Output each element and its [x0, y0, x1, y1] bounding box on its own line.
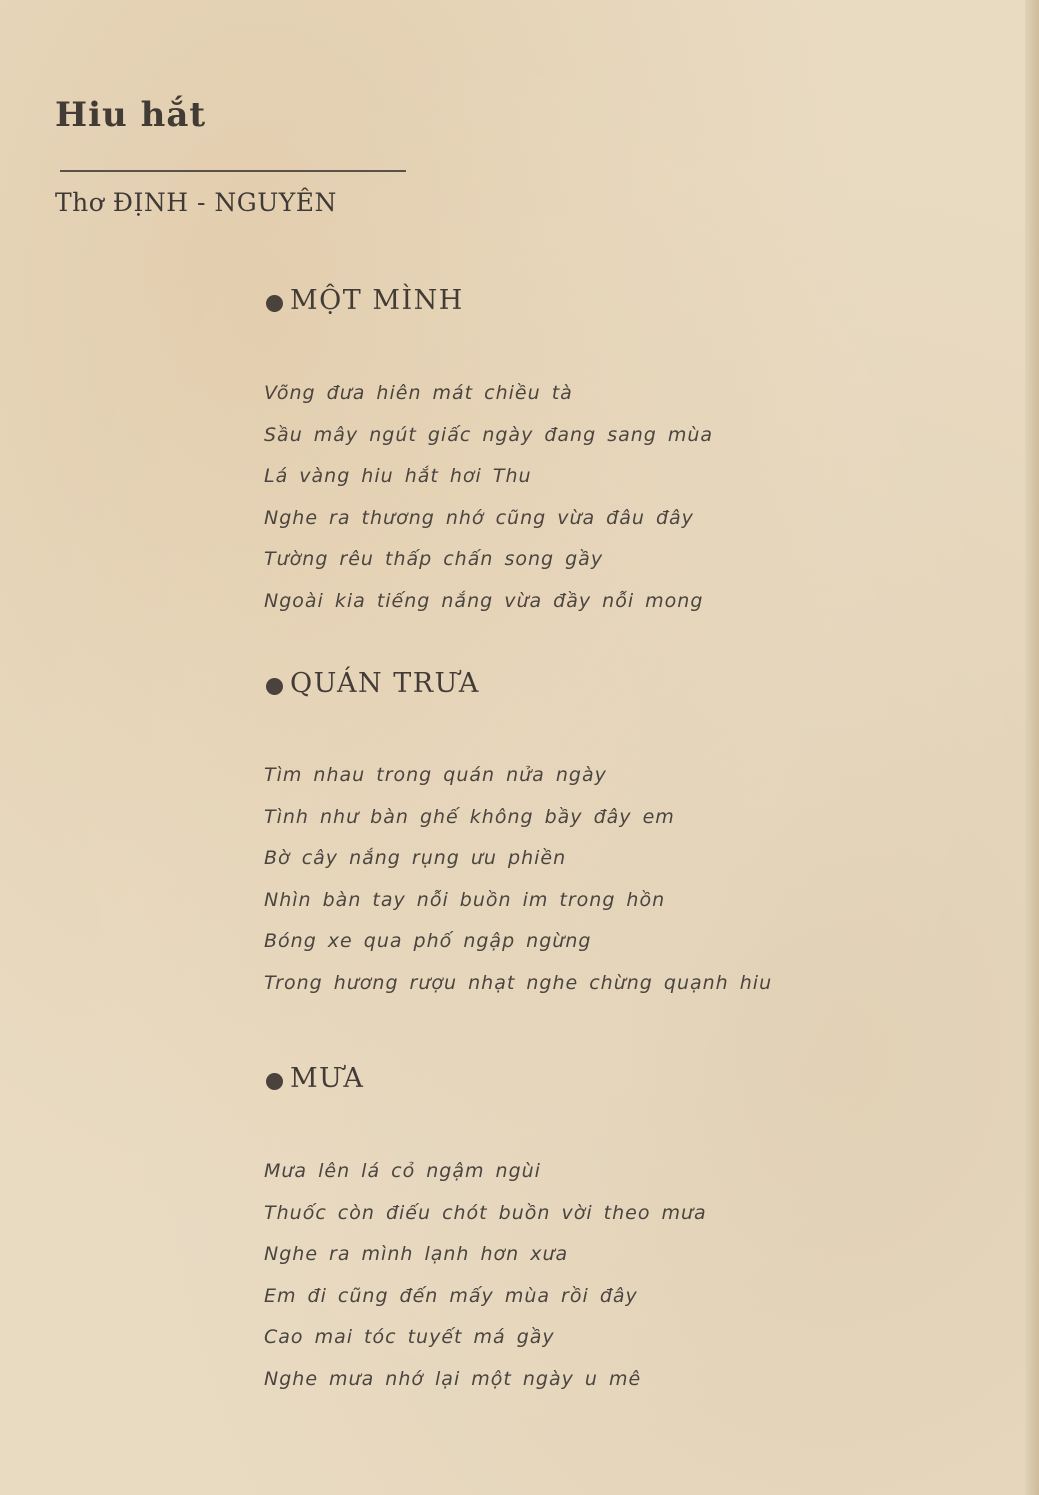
- section-heading: [266, 1063, 707, 1094]
- page-edge: [1025, 0, 1039, 1495]
- author-line: Thơ ĐỊNH - NGUYÊN: [55, 188, 337, 217]
- poem-line: Nghe mưa nhớ lại một ngày u mê: [264, 1367, 642, 1390]
- section-heading: [266, 668, 772, 699]
- poem-line: Sầu mây ngút giấc ngày đang sang mùa: [264, 423, 714, 446]
- section-mua: [258, 1063, 707, 1400]
- poem-line: Cao mai tóc tuyết má gầy: [264, 1326, 555, 1348]
- section-heading-text: MƯA: [290, 1063, 365, 1094]
- bullet-icon: [266, 295, 283, 312]
- poem-line: Bóng xe qua phố ngập ngừng: [264, 930, 592, 952]
- poem-line: Em đi cũng đến mấy mùa rồi đây: [264, 1284, 638, 1307]
- section-heading: [266, 285, 713, 316]
- poem-line: Mưa lên lá cỏ ngậm ngùi: [264, 1160, 541, 1182]
- poem-title: Hiu hắt: [55, 95, 207, 135]
- poem-line: Tìm nhau trong quán nửa ngày: [264, 764, 607, 786]
- poem-line: Nhìn bàn tay nỗi buồn im trong hồn: [264, 888, 666, 911]
- section-heading-text: MỘT MÌNH: [290, 285, 464, 316]
- poem-line: Thuốc còn điếu chót buồn vời theo mưa: [264, 1201, 707, 1224]
- poem-line: Nghe ra thương nhớ cũng vừa đâu đây: [264, 506, 694, 529]
- title-rule: [60, 170, 406, 172]
- stanza: [264, 755, 772, 1004]
- poem-line: Bờ cây nắng rụng ưu phiền: [264, 847, 567, 869]
- poem-line: Tình như bàn ghế không bầy đây em: [264, 805, 675, 828]
- poem-line: Nghe ra mình lạnh hơn xưa: [264, 1243, 569, 1265]
- poem-line: Lá vàng hiu hắt hơi Thu: [264, 465, 532, 487]
- stanza: [264, 373, 713, 622]
- poem-line: Võng đưa hiên mát chiều tà: [264, 382, 573, 404]
- stanza: [264, 1151, 707, 1400]
- bullet-icon: [266, 1073, 283, 1090]
- bullet-icon: [266, 678, 283, 695]
- poem-line: Tường rêu thấp chấn song gầy: [264, 548, 604, 570]
- section-mot-minh: [258, 285, 713, 622]
- poem-line: Trong hương rượu nhạt nghe chừng quạnh hiu: [264, 971, 773, 994]
- section-quan-trua: [258, 668, 772, 1004]
- poem-line: Ngoài kia tiếng nắng vừa đầy nỗi mong: [264, 589, 704, 612]
- section-heading-text: QUÁN TRƯA: [290, 668, 480, 699]
